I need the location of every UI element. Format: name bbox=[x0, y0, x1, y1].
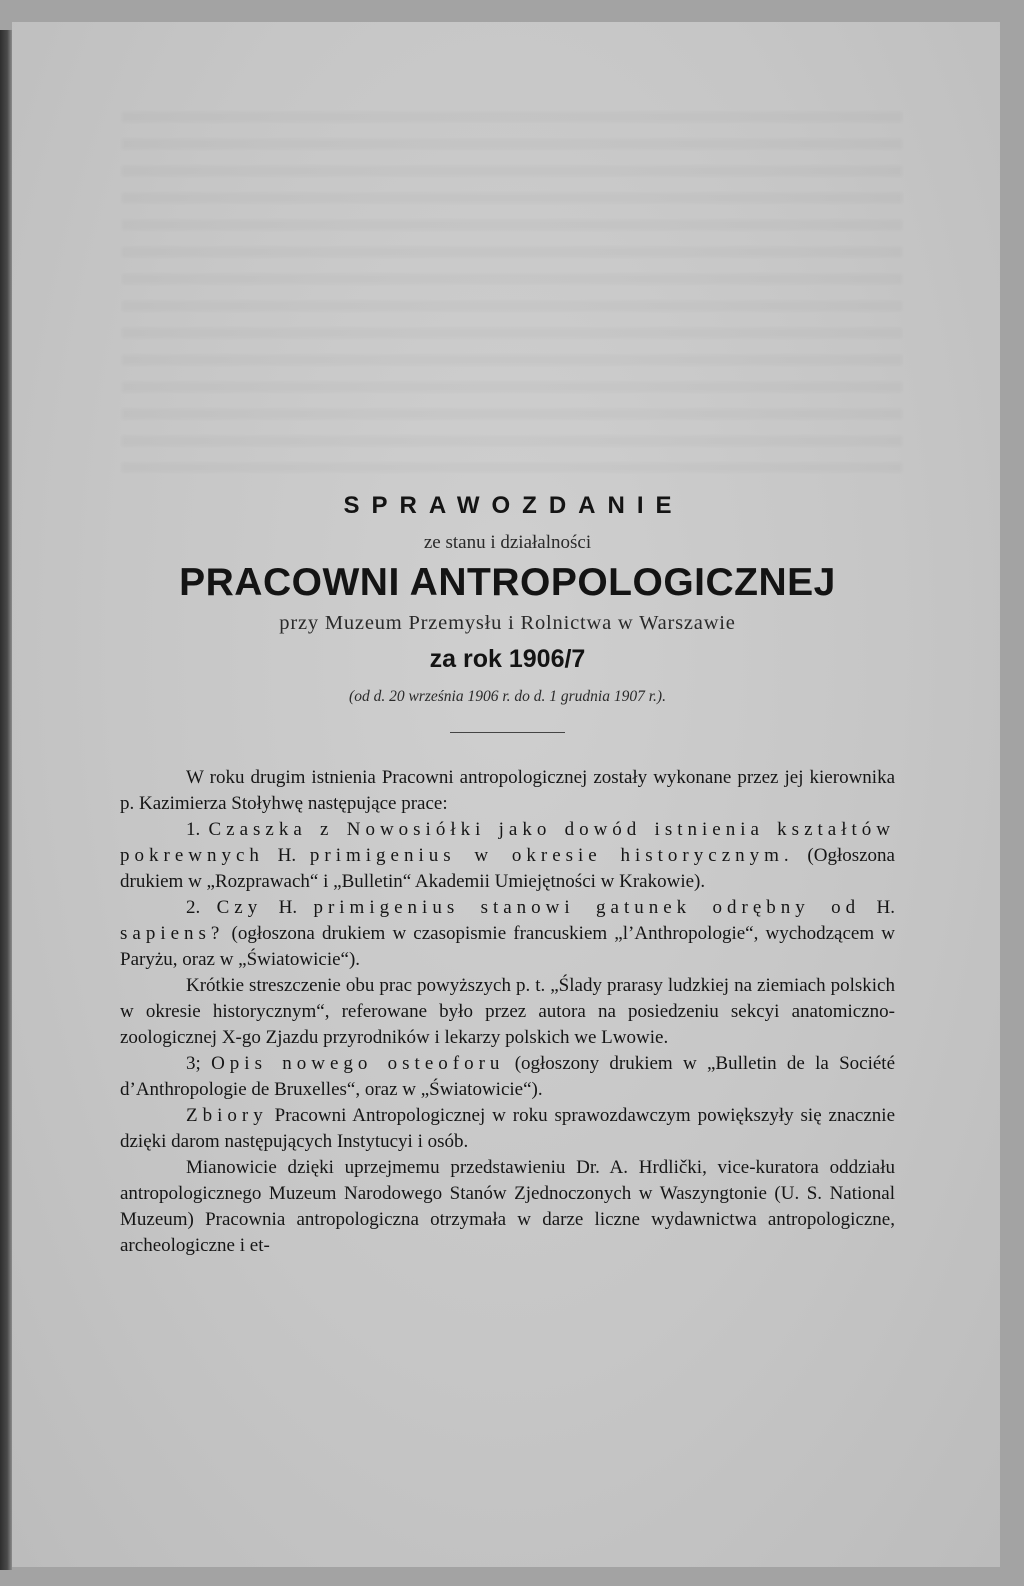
paragraph-text: H. bbox=[860, 897, 896, 918]
show-through-bleed bbox=[122, 112, 902, 472]
paragraph-text: 2. bbox=[186, 897, 217, 918]
emphasized-text: Czaszka z Nowosiółki jako dowód istnienia kształtów pokrewnych bbox=[120, 819, 895, 866]
paragraph-text: (ogłoszony drukiem w „Bulletin de la Société d’Anthropologie de Bruxelles“, oraz w „Światowicie“). bbox=[120, 1053, 896, 1100]
paragraph bbox=[120, 973, 895, 1051]
paragraph bbox=[120, 1103, 895, 1155]
emphasized-text: Opis nowego osteoforu bbox=[211, 1053, 505, 1074]
date-range: (od d. 20 września 1906 r. do d. 1 grudnia 1907 r.). bbox=[349, 688, 666, 705]
paragraph-text: 1. bbox=[186, 819, 209, 840]
paragraph-text: H. bbox=[262, 897, 314, 918]
body-text bbox=[120, 765, 895, 1259]
report-subheading: ze stanu i działalności bbox=[423, 532, 592, 553]
emphasized-text: primigenius w okresie historycznym. bbox=[309, 845, 794, 866]
report-heading: SPRAWOZDANIE bbox=[343, 492, 684, 519]
document-content bbox=[120, 480, 895, 1259]
paragraph bbox=[120, 1155, 895, 1259]
paragraph-text: (ogłoszona drukiem w czasopismie francuskiem „l’Anthropologie“, wychodzącem w Paryżu, oraz w „Światowicie“). bbox=[120, 923, 895, 970]
paragraph-text: Krótkie streszczenie obu prac powyższych p. t. „Ślady prarasy ludzkiej na ziemiach polskich w okresie historycznym“, referowane było przez autora na posiedzeniu sekcyi anatomiczno-zoologicznej X-go Zjazdu przyrodników i lekarzy polskich we Lwowie. bbox=[120, 975, 895, 1048]
paragraph-text: H. bbox=[263, 845, 310, 866]
paragraph bbox=[120, 765, 895, 817]
emphasized-text: Zbiory bbox=[186, 1105, 268, 1126]
paragraph-text: Mianowicie dzięki uprzejmemu przedstawieniu Dr. A. Hrdlički, vice-kuratora oddziału antropologicznego Muzeum Narodowego Stanów Zjednoczonych w Waszyngtonie (U. S. National Muzeum) Pracownia antropologiczna otrzymała w darze liczne wydawnictwa antropologiczne, archeologiczne i et- bbox=[120, 1157, 895, 1256]
emphasized-text: primigenius stanowi gatunek odrębny od bbox=[313, 897, 861, 918]
paragraph-text: (Ogłoszona drukiem w „Rozprawach“ i „Bulletin“ Akademii Umiejętności w Krakowie). bbox=[120, 845, 895, 892]
separator-rule bbox=[450, 732, 565, 733]
paragraph bbox=[120, 1051, 895, 1103]
emphasized-text: Czy bbox=[216, 897, 263, 918]
institution-line: przy Muzeum Przemysłu i Rolnictwa w Warszawie bbox=[279, 612, 736, 634]
paragraph bbox=[120, 817, 895, 895]
page-binding-edge bbox=[0, 30, 12, 1570]
paragraph-text: 3; bbox=[186, 1053, 212, 1074]
paragraph-text: Pracowni Antropologicznej w roku sprawozdawczym powiększyły się znacznie dzięki darom następujących Instytucyi i osób. bbox=[120, 1105, 895, 1152]
main-title: PRACOWNI ANTROPOLOGICZNEJ bbox=[179, 561, 836, 604]
year-line: za rok 1906/7 bbox=[429, 645, 586, 673]
paragraph-text: W roku drugim istnienia Pracowni antropologicznej zostały wykonane przez jej kierownika p. Kazimierza Stołyhwę następujące prace: bbox=[120, 767, 895, 814]
paragraph bbox=[120, 895, 895, 973]
emphasized-text: sapiens? bbox=[120, 923, 225, 944]
